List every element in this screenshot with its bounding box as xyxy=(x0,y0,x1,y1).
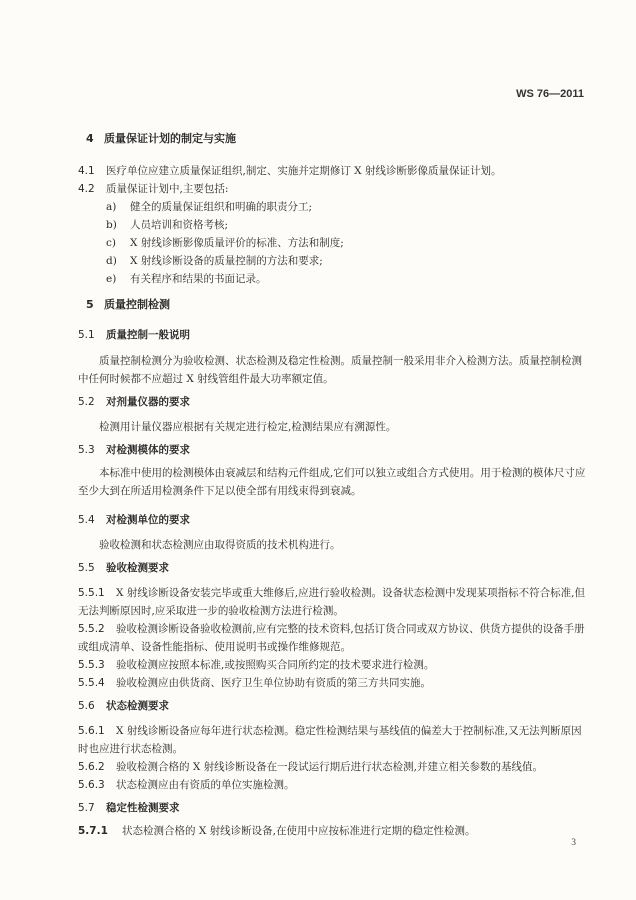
clause-5-7-1: 5.7.1 状态检测合格的 X 射线诊断设备,在使用中应按标准进行定期的稳定性检测。 xyxy=(78,825,476,837)
clause-4-2: 4.2 质量保证计划中,主要包括: xyxy=(78,183,229,195)
list-item: e) 有关程序和结果的书面记录。 xyxy=(106,273,267,285)
clause-5-6-1: 5.6.1 X 射线诊断设备应每年进行状态检测。稳定性检测结果与基线值的偏差大于控制标准,又无法判断原因时也应进行状态检测。 xyxy=(78,725,582,755)
list-item: c) X 射线诊断影像质量评价的标准、方法和制度; xyxy=(106,237,344,249)
section-4-heading: 4 质量保证计划的制定与实施 xyxy=(86,132,236,145)
subsection-5-1-heading: 5.1 质量控制一般说明 xyxy=(78,329,190,341)
clause-5-5-4: 5.5.4 验收检测应由供货商、医疗卫生单位协助有资质的第三方共同实施。 xyxy=(78,677,431,689)
clause-5-6-3: 5.6.3 状态检测应由有资质的单位实施检测。 xyxy=(78,779,295,791)
page-number: 3 xyxy=(571,838,576,848)
subsection-5-6-heading: 5.6 状态检测要求 xyxy=(78,700,169,712)
list-item: d) X 射线诊断设备的质量控制的方法和要求; xyxy=(106,255,323,267)
clause-5-6-2: 5.6.2 验收检测合格的 X 射线诊断设备在一段试运行期后进行状态检测,并建立相关参数的基线值。 xyxy=(78,761,543,773)
subsection-5-5-heading: 5.5 验收检测要求 xyxy=(78,562,169,574)
subsection-5-1-text: 质量控制检测分为验收检测、状态检测及稳定性检测。质量控制一般采用非介入检测方法。质量控制检测中任何时候都不应超过 X 射线管组件最大功率额定值。 xyxy=(78,355,582,385)
clause-5-5-3: 5.5.3 验收检测应按照本标准,或按照购买合同所约定的技术要求进行检测。 xyxy=(78,659,435,671)
list-item: b) 人员培训和资格考核; xyxy=(106,219,229,231)
subsection-5-2-text: 检测用计量仪器应根据有关规定进行检定,检测结果应有溯源性。 xyxy=(99,421,397,433)
subsection-5-7-heading: 5.7 稳定性检测要求 xyxy=(78,802,180,814)
subsection-5-2-heading: 5.2 对剂量仪器的要求 xyxy=(78,396,190,408)
list-item: a) 健全的质量保证组织和明确的职责分工; xyxy=(106,201,313,213)
subsection-5-4-text: 验收检测和状态检测应由取得资质的技术机构进行。 xyxy=(99,539,341,551)
subsection-5-3-text: 本标准中使用的检测模体由衰减层和结构元件组成,它们可以独立或组合方式使用。用于检测的模体尺寸应至少大到在所适用检测条件下足以使全部有用线束得到衰减。 xyxy=(78,467,586,497)
subsection-5-4-heading: 5.4 对检测单位的要求 xyxy=(78,514,190,526)
clause-5-5-2: 5.5.2 验收检测诊断设备验收检测前,应有完整的技术资料,包括订货合同或双方协议、供货方提供的设备手册或组成清单、设备性能指标、使用说明书或操作维修规范。 xyxy=(78,623,585,653)
clause-5-5-1: 5.5.1 X 射线诊断设备安装完毕或重大维修后,应进行验收检测。设备状态检测中发现某项指标不符合标准,但无法判断原因时,应采取进一步的验收检测方法进行检测。 xyxy=(78,587,585,617)
subsection-5-3-heading: 5.3 对检测模体的要求 xyxy=(78,444,190,456)
standard-code: WS 76—2011 xyxy=(516,88,584,100)
clause-4-1: 4.1 医疗单位应建立质量保证组织,制定、实施并定期修订 X 射线诊断影像质量保证计划。 xyxy=(78,165,502,177)
section-5-heading: 5 质量控制检测 xyxy=(86,298,170,311)
